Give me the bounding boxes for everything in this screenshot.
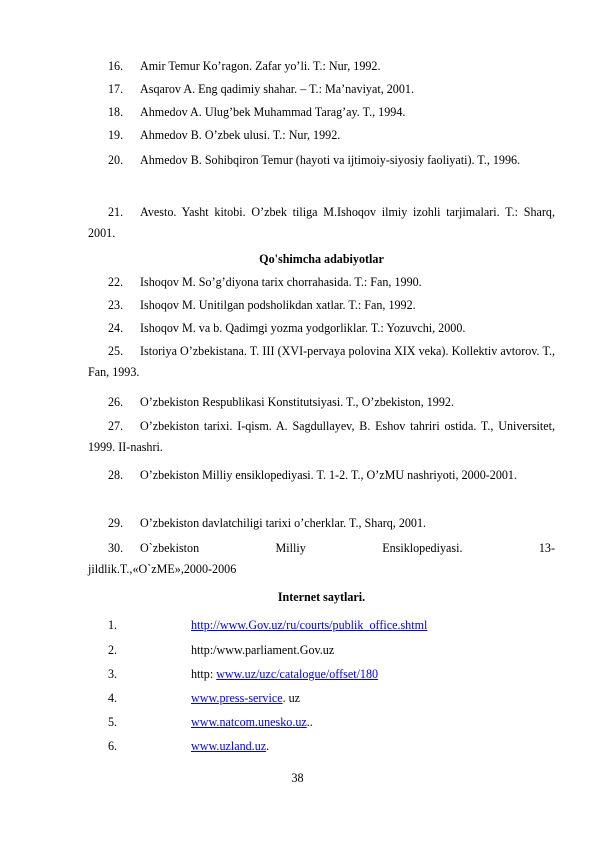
reference-item xyxy=(88,392,555,413)
reference-number: 27. xyxy=(108,419,124,433)
reference-text: Ahmedov B. Sohibqiron Temur (hayoti va ijtimoiy-siyosiy faoliyati). T., 1996. xyxy=(140,153,521,167)
reference-item xyxy=(88,56,555,77)
reference-item xyxy=(88,125,555,146)
reference-text: Avesto. Yasht kitobi. O’zbek tiliga M.Ishoqov ilmiy izohli tarjimalari. T.: Sharq, 2001. xyxy=(88,205,555,240)
internet-number: 2. xyxy=(108,643,118,657)
internet-number: 4. xyxy=(108,691,118,705)
reference-number: 20. xyxy=(108,153,124,167)
reference-number: 19. xyxy=(108,128,124,142)
internet-link[interactable]: www.uzland.uz xyxy=(191,739,267,753)
reference-text: Ishoqov M. Unitilgan podsholikdan xatlar. T.: Fan, 1992. xyxy=(140,298,416,312)
reference-number: 25. xyxy=(108,344,124,358)
reference-number: 28. xyxy=(108,468,124,482)
additional-literature-heading: Qo'shimcha adabiyotlar xyxy=(259,252,384,266)
reference-item xyxy=(88,150,555,171)
reference-number: 18. xyxy=(108,105,124,119)
internet-suffix: . uz xyxy=(282,691,301,705)
reference-item xyxy=(88,79,555,100)
internet-sites-heading: Internet saytlari. xyxy=(277,590,366,604)
reference-number: 30. xyxy=(108,541,124,555)
reference-number: 21. xyxy=(108,205,124,219)
reference-text-line xyxy=(88,538,555,559)
internet-link[interactable]: http://www.Gov.uz/ru/courts/publik_office.shtml xyxy=(191,618,428,632)
reference-word: Ensiklopediyasi. xyxy=(382,541,463,555)
internet-link[interactable]: www.uz/uzc/catalogue/offset/180 xyxy=(216,667,379,681)
page-number: 38 xyxy=(291,771,304,785)
reference-item xyxy=(88,202,555,244)
reference-number: 24. xyxy=(108,321,124,335)
reference-item xyxy=(88,272,555,293)
reference-text: O’zbekiston tarixi. I-qism. A. Sagdullayev, B. Eshov tahriri ostida. T., Universitet, 1999. II-nashri. xyxy=(88,419,555,454)
reference-number: 23. xyxy=(108,298,124,312)
internet-number: 1. xyxy=(108,618,118,632)
reference-text: Ahmedov B. O’zbek ulusi. T.: Nur, 1992. xyxy=(140,128,341,142)
reference-item xyxy=(88,102,555,123)
reference-word: Milliy xyxy=(275,541,306,555)
reference-item xyxy=(88,341,555,383)
reference-number: 22. xyxy=(108,275,124,289)
reference-item xyxy=(88,465,555,486)
reference-number: 16. xyxy=(108,59,124,73)
reference-number: 17. xyxy=(108,82,124,96)
internet-suffix: .. xyxy=(306,715,313,729)
reference-number: 26. xyxy=(108,395,124,409)
reference-text: O’zbekiston davlatchiligi tarixi o’cherklar. T., Sharq, 2001. xyxy=(140,516,427,530)
internet-suffix: . xyxy=(266,739,270,753)
reference-text: Amir Temur Ko’ragon. Zafar yo’li. T.: Nur, 1992. xyxy=(140,59,381,73)
reference-text-line: jildlik.T.,«O`zME»,2000-2006 xyxy=(88,562,237,576)
reference-text: Ahmedov A. Ulug’bek Muhammad Tarag’ay. T., 1994. xyxy=(140,105,406,119)
internet-prefix: http:/www.parliament.Gov.uz xyxy=(191,643,335,657)
internet-link[interactable]: www.natcom.unesko.uz xyxy=(191,715,307,729)
internet-number: 3. xyxy=(108,667,118,681)
reference-item xyxy=(88,318,555,339)
reference-text: Ishoqov M. So’g’diyona tarix chorrahasida. T.: Fan, 1990. xyxy=(140,275,422,289)
internet-link[interactable]: www.press-service xyxy=(191,691,283,705)
reference-number: 29. xyxy=(108,516,124,530)
reference-item xyxy=(88,538,555,580)
reference-item xyxy=(88,295,555,316)
reference-text: O’zbekiston Milliy ensiklopediyasi. T. 1-2. T., O’zMU nashriyoti, 2000-2001. xyxy=(140,468,517,482)
reference-item xyxy=(88,513,555,534)
reference-text: O’zbekiston Respublikasi Konstitutsiyasi. T., O’zbekiston, 1992. xyxy=(140,395,454,409)
internet-prefix: http: xyxy=(191,667,217,681)
internet-number: 5. xyxy=(108,715,118,729)
reference-word: 13- xyxy=(538,541,555,555)
reference-word: O`zbekiston xyxy=(140,541,200,555)
internet-number: 6. xyxy=(108,739,118,753)
reference-text: Asqarov A. Eng qadimiy shahar. – T.: Ma’naviyat, 2001. xyxy=(140,82,414,96)
reference-text: Ishoqov M. va b. Qadimgi yozma yodgorliklar. T.: Yozuvchi, 2000. xyxy=(140,321,466,335)
reference-item xyxy=(88,416,555,458)
reference-text: Istoriya O’zbekistana. T. III (XVI-pervaya polovina XIX veka). Kollektiv avtorov. T., Fan, 1993. xyxy=(88,344,555,379)
